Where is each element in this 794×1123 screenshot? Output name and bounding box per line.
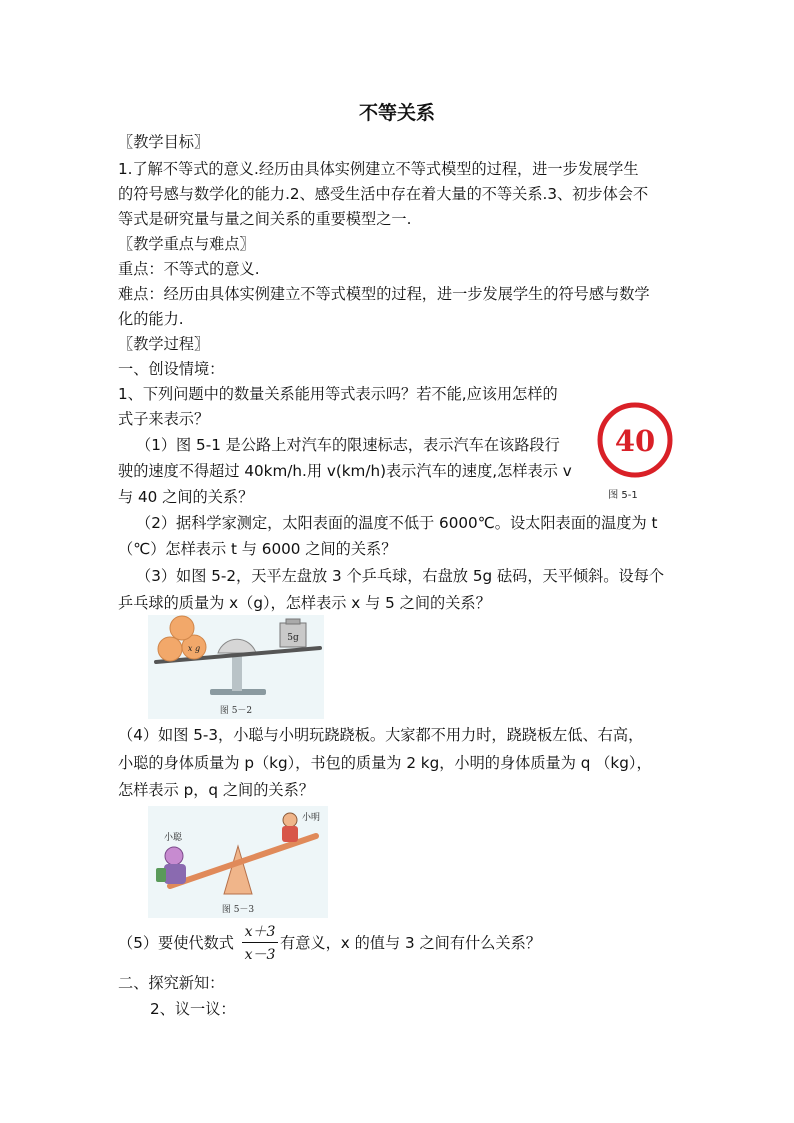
weight-label: 5g (287, 633, 299, 643)
heading-teaching-goals: 〖教学目标〗 (118, 133, 210, 151)
problem-1-line-3: 与 40 之间的关系？ (118, 488, 254, 506)
ball-mass-label: x g (187, 644, 201, 653)
problem-4-line-3: 怎样表示 p，q 之间的关系？ (118, 781, 314, 799)
problem-3-line-1: （3）如图 5-2，天平左盘放 3 个乒乓球，右盘放 5g 砝码，天平倾斜。设每个 (136, 567, 665, 585)
discussion-heading: 2、议一议： (150, 1000, 236, 1018)
section-2-heading: 二、探究新知： (118, 974, 225, 992)
problem-1-line-1: （1）图 5-1 是公路上对汽车的限速标志，表示汽车在该路段行 (136, 436, 560, 454)
fraction-bar (242, 942, 278, 943)
ping-pong-ball-3 (170, 616, 194, 640)
figure-5-2-balance (148, 615, 324, 719)
difficulty-line-2: 化的能力. (118, 310, 184, 328)
fraction-numerator: x＋3 (244, 924, 276, 940)
goal-line-3: 等式是研究量与量之间关系的重要模型之一. (118, 210, 412, 228)
figure-5-1-caption: 图 5-1 (608, 490, 638, 500)
problem-1-line-2: 驶的速度不得超过 40km/h.用 v(km/h)表示汽车的速度,怎样表示 v (118, 462, 572, 480)
section-1-heading: 一、创设情境： (118, 360, 225, 378)
right-child-body (282, 826, 298, 842)
school-bag (156, 868, 166, 882)
page-title: 不等关系 (358, 102, 435, 124)
left-child-body (164, 864, 186, 884)
goal-line-1: 1.了解不等式的意义.经历由具体实例建立不等式模型的过程，进一步发展学生 (118, 160, 639, 178)
right-child-head (283, 813, 297, 827)
problem-5-suffix: 有意义，x 的值与 3 之间有什么关系？ (280, 934, 541, 952)
question-1-line-2: 式子来表示？ (118, 410, 210, 428)
key-point: 重点：不等式的意义. (118, 260, 260, 278)
question-1-line-1: 1、下列问题中的数量关系能用等式表示吗？若不能,应该用怎样的 (118, 385, 558, 403)
speed-sign-value: 40 (614, 424, 656, 458)
difficulty-line-1: 难点：经历由具体实例建立不等式模型的过程，进一步发展学生的符号感与数学 (118, 285, 650, 303)
ping-pong-ball-1 (158, 637, 182, 661)
balance-post (232, 653, 242, 691)
figure-5-2-caption: 图 5－2 (219, 706, 253, 716)
problem-4-line-2: 小聪的身体质量为 p（kg），书包的质量为 2 kg，小明的身体质量为 q （kg）， (118, 754, 652, 772)
problem-3-line-2: 乒乓球的质量为 x（g），怎样表示 x 与 5 之间的关系？ (118, 594, 491, 612)
heading-key-points: 〖教学重点与难点〗 (118, 235, 255, 253)
problem-4-line-1: （4）如图 5-3，小聪与小明玩跷跷板。大家都不用力时，跷跷板左低、右高， (118, 726, 644, 744)
figure-5-3-caption: 图 5－3 (221, 905, 255, 915)
left-child-name: 小聪 (164, 833, 183, 843)
problem-5-prefix: （5）要使代数式 (118, 934, 234, 952)
problem-2-line-2: （℃）怎样表示 t 与 6000 之间的关系？ (118, 540, 397, 558)
right-child-name: 小明 (302, 813, 321, 823)
left-child-head (165, 847, 183, 865)
problem-2-line-1: （2）据科学家测定，太阳表面的温度不低于 6000℃。设太阳表面的温度为 t (136, 514, 658, 532)
goal-line-2: 的符号感与数学化的能力.2、感受生活中存在着大量的不等关系.3、初步体会不 (118, 185, 649, 203)
heading-teaching-process: 〖教学过程〗 (118, 335, 210, 353)
figure-5-3-seesaw (148, 806, 328, 918)
figure-5-1-speed-limit-sign (592, 400, 678, 500)
weight-handle (286, 619, 300, 624)
fraction-denominator: x－3 (244, 947, 276, 963)
